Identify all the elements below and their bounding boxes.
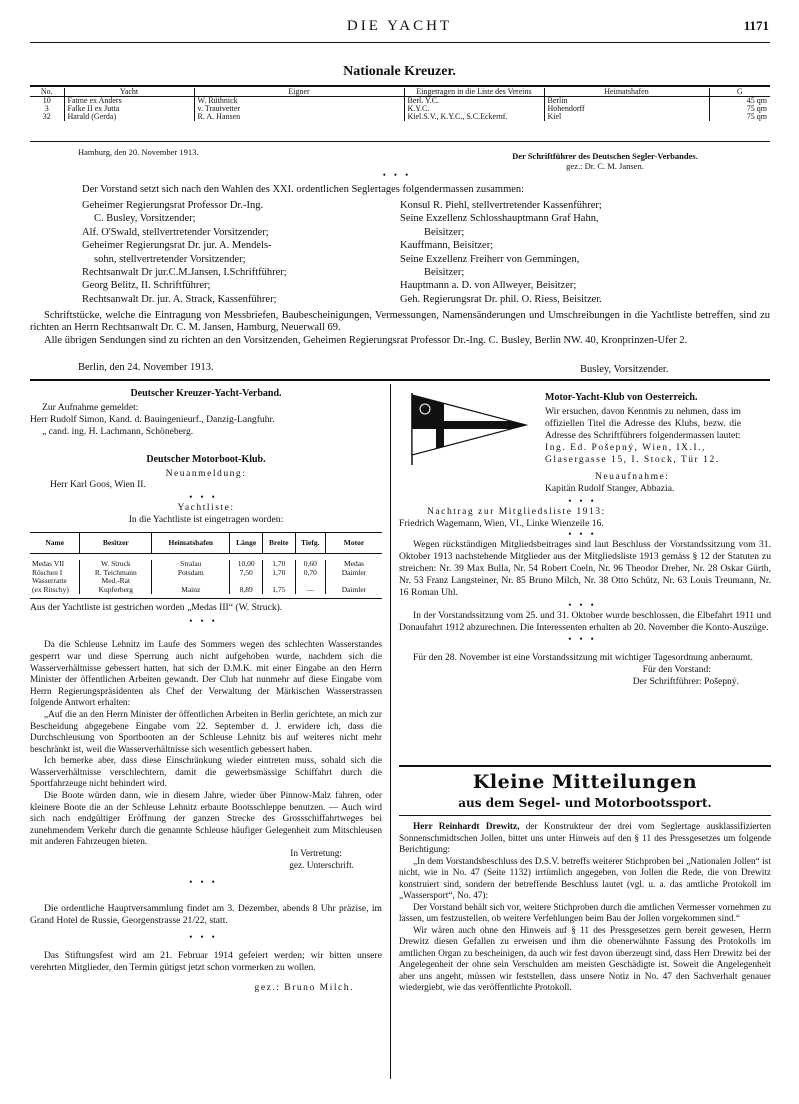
cell-verein: Kiel.S.V., K.Y.C., S.C.Eckernf. <box>404 113 544 121</box>
myko-address: Ing. Ed. Pošepný, Wien, IX.I., <box>545 441 706 453</box>
column-header: Länge <box>230 533 263 554</box>
separator-dots: ••• <box>568 496 602 507</box>
separator-dots: ••• <box>189 932 223 943</box>
vorstand-place-date: Berlin, den 24. November 1913. <box>78 362 214 373</box>
drewitz-intro-text: der Konstrukteur der drei vom Seglertage ausklassifizierten Sonnenschmidtschen Jollen, bittet uns unter Hinweis auf den § 11 des Pressgesetzes um folgende Berichtigung: <box>399 822 772 855</box>
separator-dots: ••• <box>382 170 417 180</box>
kleine-bottom-rule <box>399 815 771 816</box>
article-paragraph: Ich bemerke aber, dass diese Einschränkung wieder eintreten muss, sobald sich die Wasserverhältnisse verschlechtern, damit die gewerbsmässige Schiffahrt durch die Sportfahrzeuge nicht behindert wird. <box>30 756 382 790</box>
table-row <box>30 105 770 113</box>
cell-name: Röschen I <box>32 567 63 577</box>
separator-dots: ••• <box>568 634 602 645</box>
nationale-kreuzer-table <box>30 88 770 121</box>
member-line: Seine Exzellenz Freiherr von Gemmingen, <box>400 253 580 265</box>
neuaufnahme-label: Neuaufnahme: <box>595 471 670 483</box>
drewitz-intro <box>399 822 771 857</box>
left-column <box>30 388 382 994</box>
drewitz-name: Herr Reinhardt Drewitz, <box>413 822 520 832</box>
cell-motor: Daimler <box>325 586 382 595</box>
cell-owner: W. Struck <box>80 560 152 569</box>
dmk-member: Herr Karl Goos, Wien II. <box>50 479 146 491</box>
cell-breite: 1,70 <box>262 569 295 578</box>
fuer-vorstand-label: Für den Vorstand: <box>642 664 711 676</box>
member-line: C. Busley, Vorsitzender; <box>94 213 196 225</box>
member-line: Geheimer Regierungsrat Professor Dr.-Ing. <box>82 200 264 211</box>
cell-owner: Med.-Rat <box>80 577 152 586</box>
neuaufnahme-name: Kapitän Rudolf Stanger, Abbazia. <box>545 483 675 495</box>
vorstand-signature: Busley, Vorsitzender. <box>580 364 669 375</box>
member-line: Seine Exzellenz Schlosshauptmann Graf Hahn, <box>400 213 599 225</box>
vertretung-signature: gez. Unterschrift. <box>289 860 354 871</box>
cell-yacht: Fatme ex Anders <box>64 97 194 106</box>
dmk-title: Deutscher Motorboot-Klub. <box>146 453 266 465</box>
nationale-kreuzer-table-wrap <box>30 88 770 121</box>
dkyv-member: „ cand. ing. H. Lachmann, Schöneberg. <box>42 425 194 437</box>
stiftungsfest-notice: Das Stiftungsfest wird am 21. Februar 1914 gefeiert werden; wir bitten unsere verehrten Mitglieder, den Termin gütigst jetzt schon vormerken zu wollen. <box>30 950 382 973</box>
cell-hafen: Mainz <box>152 586 230 595</box>
yachtliste-table <box>30 532 382 599</box>
member-line: Rechtsanwalt Dr jur.C.M.Jansen, I.Schriftführer; <box>82 267 287 279</box>
cell-verein: Berl. Y.C. <box>404 97 544 106</box>
vorstand-left-list <box>82 199 382 306</box>
vertretung-label: In Vertretung: <box>290 849 342 860</box>
separator-dots: ••• <box>568 529 602 540</box>
cell-breite: 1,70 <box>262 560 295 569</box>
article-paragraph: „Auf die an den Herrn Minister der öffentlichen Arbeiten in Berlin gerichtete, an mich zur Bescheidung abgegebene Eingabe vom 22. September d. J. erwidere ich, dass die Durchschleusung von Sportbooten an der Schleuse Lehnitz bis auf weiteres nicht mehr beschränkt ist, weil die Wasserverhältnisse sich wesentlich gebessert haben. <box>30 709 382 755</box>
dmk-yachtliste-intro: In die Yachtliste ist eingetragen worden: <box>128 514 284 526</box>
cell-owner: Kupferberg <box>80 586 152 595</box>
nachtrag-name: Friedrich Wagemann, Wien, VI., Linke Wienzeile 16. <box>399 518 604 530</box>
table-row <box>30 113 770 121</box>
article-paragraph: „In dem Vorstandsbeschluss des D.S.V. betreffs weiterer Stichproben bei „Nationalen Jollen“ ist nicht, wie in No. 47 (Seite 1132) irrtümlich angegeben, von Jollen die Rede, die von Drewitz konstruiert sind, sondern der betreffende Beschluss lautet (vgl. u. a. das amtliche Protokoll im „Wassersport“, No. 47): <box>399 856 771 901</box>
cell-name: Wasserratte <box>32 576 67 586</box>
magazine-title: DIE YACHT <box>346 18 453 34</box>
myko-address: Glasergasse 15, I. Stock, Tür 12. <box>545 453 720 465</box>
myko-text: Wir ersuchen, davon Kenntnis zu nehmen, dass im offiziellen Titel die Adresse des Klubs, bezw. die Adresse des Schriftführers folgendermassen lautet: <box>545 405 741 441</box>
november-notice: Für den 28. November ist eine Vorstandssitzung mit wichtiger Tagesordnung anberaumt. <box>413 652 753 664</box>
member-line: sohn, stellvertretender Vorsitzender; <box>94 253 246 265</box>
drewitz-article <box>399 822 771 995</box>
dmk-neuanmeldung: Neuanmeldung: <box>165 467 247 479</box>
cell-hafen: Hohendorff <box>544 105 709 113</box>
cell-laenge: 10,00 <box>230 560 263 569</box>
member-line: Kauffmann, Beisitzer; <box>400 240 494 252</box>
cell-owner: R. Teichmann <box>80 569 152 578</box>
separator-dots: ••• <box>189 877 223 888</box>
schleuse-article <box>30 640 382 872</box>
column-header: Name <box>30 533 80 554</box>
column-header: Yacht <box>64 88 194 97</box>
cell-yacht: Falke II ex Jutta <box>64 105 194 113</box>
member-line: Rechtsanwalt Dr. jur. A. Strack, Kassenführer; <box>82 293 277 305</box>
column-header: G <box>709 88 770 97</box>
cell-hafen: Stralau <box>152 560 230 569</box>
column-header: Tiefg. <box>295 533 325 554</box>
right-column <box>399 392 771 688</box>
member-line: Geheimer Regierungsrat Dr. jur. A. Mendels- <box>82 240 272 252</box>
cell-verein: K.Y.C. <box>404 105 544 113</box>
cell-hafen: Berlin <box>544 97 709 106</box>
separator-dots: ••• <box>189 616 223 627</box>
member-line: Konsul R. Piehl, stellvertretender Kassenführer; <box>400 200 602 211</box>
kleine-mitteilungen-subtitle: aus dem Segel- und Motorbootssport. <box>458 796 712 810</box>
nationale-signature <box>455 151 755 171</box>
cell-no: 32 <box>42 113 51 121</box>
separator-dots: ••• <box>568 599 602 610</box>
section-rule <box>30 379 770 381</box>
vorstand-right-list <box>400 199 770 306</box>
schriftfuehrer-signature: Der Schriftführer: Pošepný. <box>632 676 739 688</box>
cell-laenge: 7,50 <box>230 569 263 578</box>
table-row <box>30 586 382 595</box>
cell-owner: W. Rüthnick <box>194 97 404 106</box>
article-paragraph: Wir wären auch ohne den Hinweis auf § 11 des Pressgesetzes gern bereit gewesen, Herrn Drewitz diesen Gefallen zu erweisen und ihm die obenerwähnte Fassung des Protokolls im amtlichen Organ zu bescheinigen, da auch wir fest davon überzeugt sind, dass Herr Drewitz bei der Angelegenheit der ohne sein Verschulden am meisten Geschädigte ist. Soweit die Angelegenheit aber uns angeht, müssen wir feststellen, dass unsere Notiz in No. 47 den Sachverhalt genauer wiedergiebt, wie das veröffentlichte Protokoll. <box>399 925 771 993</box>
column-header: Eigner <box>194 88 404 97</box>
cell-hafen: Kiel <box>544 113 709 121</box>
yachtliste-gestrichen: Aus der Yachtliste ist gestrichen worden „Medas III“ (W. Struck). <box>30 602 283 614</box>
column-divider <box>390 384 391 1079</box>
member-line: Beisitzer; <box>424 267 465 279</box>
column-header: Besitzer <box>80 533 152 554</box>
cell-g: 45 qm <box>709 97 770 106</box>
cell-motor: Medas <box>325 560 382 569</box>
table-bottom-rule <box>30 141 770 142</box>
cell-laenge: 8,89 <box>230 586 263 595</box>
cell-no: 3 <box>44 105 49 113</box>
table-row <box>30 569 382 578</box>
vorstandssitzung-notice: In der Vorstandssitzung vom 25. und 31. Oktober wurde beschlossen, die Elbefahrt 1911 und Donaufahrt 1912 abzurechnen. Die Interessenten erhalten ab 20. November die Konto-Auszüge. <box>399 609 771 633</box>
dkyv-intro: Zur Aufnahme gemeldet: <box>42 401 139 413</box>
member-line: Hauptmann a. D. von Allweyer, Beisitzer; <box>400 280 577 292</box>
cell-yacht: Harald (Gerda) <box>64 113 194 121</box>
column-header: Eingetragen in die Liste des Vereins <box>404 88 544 97</box>
cell-tiefg: — <box>295 586 325 595</box>
nachtrag-label: Nachtrag zur Mitgliedsliste 1913: <box>427 506 606 518</box>
member-line: Georg Belitz, II. Schriftführer; <box>82 280 211 292</box>
member-line: Alf. O'Swald, stellvertretender Vorsitzender; <box>82 226 269 238</box>
cell-hafen: Potsdam <box>152 569 230 578</box>
cell-owner: R. A. Hansen <box>194 113 404 121</box>
separator-dots: ••• <box>189 492 223 503</box>
signature-line: gez.: Dr. C. M. Jansen. <box>566 161 644 171</box>
column-header: Heimatshafen <box>152 533 230 554</box>
cell-tiefg: 0,60 <box>295 560 325 569</box>
cell-breite: 1,75 <box>262 586 295 595</box>
cell-owner: v. Trautvetter <box>194 105 404 113</box>
cell-g: 75 qm <box>709 105 770 113</box>
hauptversammlung-notice: Die ordentliche Hauptversammlung findet am 3. Dezember, abends 8 Uhr präzise, im Grand Hotel de Russie, Georgenstrasse 21/22, statt. <box>30 903 382 927</box>
dmk-yachtliste: Yachtliste: <box>177 502 235 514</box>
vorstand-intro: Der Vorstand setzt sich nach den Wahlen des XXI. ordentlichen Seglertages folgendermassen zusammen: <box>82 184 525 195</box>
rueckstaendig-notice: Wegen rückständigen Mitgliedsbeitrages sind laut Beschluss der Vorstandssitzung vom 31. Oktober 1913 nachstehende Mitglieder aus der Mitgliedsliste 1913 gemäss § 12 der Statuten zu streichen: Nr. 39 Max Bulla, Nr. 54 Robert Coeln, Nr. 96 Theodor Dreher, Nr. 28 Oskar Gürth, Nr. 53 Franz Langsteiner, Nr. 85 Bruno Milch, Nr. 38 Otto Schütz, Nr. 63 Louis Treumann, Nr. 16 Roman Uhl. <box>399 539 771 598</box>
article-paragraph: Der Vorstand behält sich vor, weitere Stichproben durch die amtlichen Vermesser vornehmen zu lassen, um festzustellen, ob weitere Verfehlungen beim Bau der Jollen vorgekommen sind.“ <box>399 902 771 924</box>
nationale-place-date: Hamburg, den 20. November 1913. <box>78 147 199 157</box>
member-line: Beisitzer; <box>424 226 465 238</box>
table-row <box>30 97 770 106</box>
header-rule <box>30 42 770 43</box>
cell-no: 10 <box>42 96 51 105</box>
member-line: Geh. Regierungsrat Dr. phil. O. Riess, Beisitzer. <box>400 293 602 305</box>
milch-signature: gez.: Bruno Milch. <box>254 981 354 993</box>
table-top-rule <box>30 85 770 87</box>
vorstand-para-sendungen: Alle übrigen Sendungen sind zu richten an den Vorsitzenden, Geheimen Regierungsrat Professor Dr.-Ing. C. Busley, Berlin NW. 40, Kronprinzen-Ufer 2. <box>44 335 688 346</box>
column-header: No. <box>30 88 64 97</box>
article-paragraph: Die Boote würden dann, wie in diesem Jahre, wieder über Pinnow-Malz fahren, oder kleinere Boote die an der Schleuse Lehnitz erbaute Bootsschleppe benutzen. — Auch wird sich nach endgültiger Eröffnung der ganzen Strecke des Grossschiffahrtweges bei zunehmendem Verkehr durch die genannte Schleuse häufiger Gelegenheit zum Mitschleusen mit anderen Fahrzeugen bieten. <box>30 791 382 848</box>
column-header: Motor <box>325 533 382 554</box>
column-header: Heimatshafen <box>544 88 709 97</box>
cell-g: 75 qm <box>709 113 770 121</box>
vorstand-para-schriftstuecke: Schriftstücke, welche die Eintragung von Messbriefen, Baubescheinigungen, Vermessungen, Namensänderungen und Umschreibungen in die Yachtliste betreffen, sind zu richten an Herrn Rechtsanwalt Dr. C. M. Jansen, Hamburg, Neuerwall 69. <box>30 310 770 334</box>
article-paragraph: Da die Schleuse Lehnitz im Laufe des Sommers wegen des schlechten Wasserstandes gesperrt war und diese Sperrung auch nicht aufgehoben wurde, nachdem sich die Wasserverhältnisse gebessert hatten, hat sich der D.M.K. mit einer Eingabe an den Herrn Minister der öffentlichen Arbeiten gewandt. Der Club hat nunmehr auf diese Eingabe vom Herrn Regierungspräsidenten als Chef der Verwaltung der Märkischen Wasserstrassen folgende Antwort erhalten: <box>30 640 382 709</box>
cell-name: (ex Ritschy) <box>32 584 69 594</box>
page-number: 1171 <box>743 18 769 33</box>
myko-title: Motor-Yacht-Klub von Oesterreich. <box>545 392 698 403</box>
kleine-top-rule <box>399 765 771 767</box>
signature-line: Der Schriftführer des Deutschen Segler-Verbandes. <box>512 151 698 161</box>
table-row <box>30 560 382 569</box>
cell-tiefg: 0,70 <box>295 569 325 578</box>
dkyv-title: Deutscher Kreuzer-Yacht-Verband. <box>130 388 282 399</box>
kleine-mitteilungen-title: Kleine Mitteilungen <box>472 771 698 793</box>
dkyv-member: Herr Rudolf Simon, Kand. d. Bauingenieurf., Danzig-Langfuhr. <box>30 413 275 425</box>
cell-motor: Daimler <box>325 569 382 578</box>
cell-name: Medas VII <box>32 559 65 569</box>
table-row <box>30 577 382 586</box>
nationale-kreuzer-title: Nationale Kreuzer. <box>343 64 456 79</box>
column-header: Breite <box>262 533 295 554</box>
